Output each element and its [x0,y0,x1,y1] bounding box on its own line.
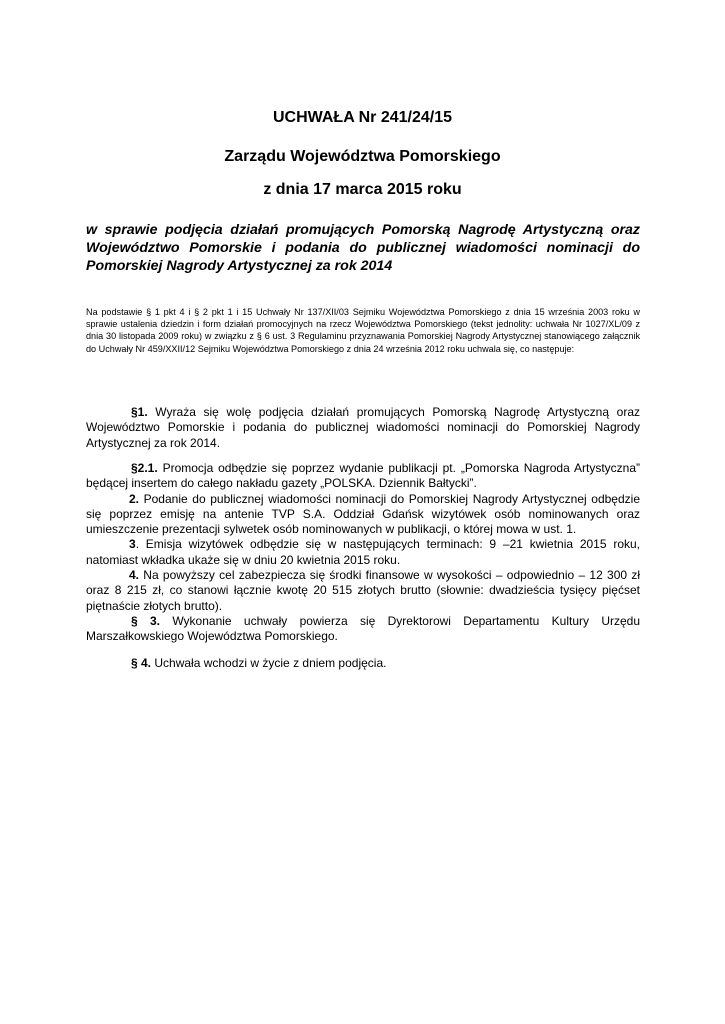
section-4-mark: § 4. [131,656,152,670]
section-2-2-mark: 2. [129,491,140,506]
section-1-mark: §1. [131,405,148,419]
section-1 [86,405,640,451]
resolution-subject: w sprawie podjęcia działań promujących Pomorską Nagrodę Artystyczną oraz Województwo Pomorskie i podania do publicznej wiadomości nominacji do Pomorskiej Nagrody Artystycznej za rok 2014 [86,222,640,274]
section-2-3-mark: 3 [129,537,136,552]
section-2-1-text: Promocja odbędzie się poprzez wydanie publikacji pt. „Pomorska Nagroda Artystyczna” będącej insertem do całego nakładu gazety „POLSKA. Dziennik Bałtycki”. [86,461,640,491]
section-2-3-text: . Emisja wizytówek odbędzie się w następujących terminach: 9 –21 kwietnia 2015 roku, natomiast wkładka ukaże się w dniu 20 kwietnia 2015 roku. [86,537,640,567]
section-3 [86,614,640,645]
section-2-4-text: Na powyższy cel zabezpiecza się środki finansowe w wysokości – odpowiednio – 12 300 zł oraz 8 215 zł, co stanowi łącznie kwotę 20 515 złotych brutto (słownie: dwadzieścia tysięcy pięćset piętnaście złotych brutto). [86,568,640,613]
section-4 [86,656,640,671]
resolution-title: UCHWAŁA Nr 241/24/15 [272,109,453,126]
section-3-text: Wykonanie uchwały powierza się Dyrektorowi Departamentu Kultury Urzędu Marszałkowskiego Województwa Pomorskiego. [86,614,640,644]
section-2-4-mark: 4. [129,568,140,583]
section-3-mark: § 3. [131,614,161,628]
section-2-2-text: Podanie do publicznej wiadomości nominacji do Pomorskiej Nagrody Artystycznej odbędzie się poprzez emisję na antenie TVP S.A. Oddział Gdańsk wizytówek osób nominowanych oraz umieszczenie prezentacji sylwetek osób nominowanych w publikacji, o której mowa w ust. 1. [86,491,640,537]
resolution-date: z dnia 17 marca 2015 roku [263,181,462,198]
issuing-body: Zarządu Województwa Pomorskiego [224,148,501,165]
section-1-text: Wyraża się wolę podjęcia działań promujących Pomorską Nagrodę Artystyczną oraz Województwo Pomorskie i podania do publicznej wiadomości nominacji do Pomorskiej Nagrody Artystycznej za rok 2014. [86,405,640,450]
section-2-1-mark: §2.1. [131,461,158,475]
section-4-text: Uchwała wchodzi w życie z dniem podjęcia. [151,656,387,670]
section-2 [86,461,640,614]
legal-basis: Na podstawie § 1 pkt 4 i § 2 pkt 1 i 15 Uchwały Nr 137/XII/03 Sejmiku Województwa Pomorskiego z dnia 15 września 2003 roku w sprawie ustalenia dziedzin i form działań promocyjnych na rzecz Województwa Pomorskiego (tekst jednolity: uchwała Nr 1027/XL/09 z dnia 30 listopada 2009 roku) w związku z § 6 ust. 3 Regulaminu przyznawania Pomorskiej Nagrody Artystycznej stanowiącego załącznik do Uchwały Nr 459/XXII/12 Sejmiku Województwa Pomorskiego z dnia 24 września 2012 roku uchwala się, co następuje: [86,307,640,354]
